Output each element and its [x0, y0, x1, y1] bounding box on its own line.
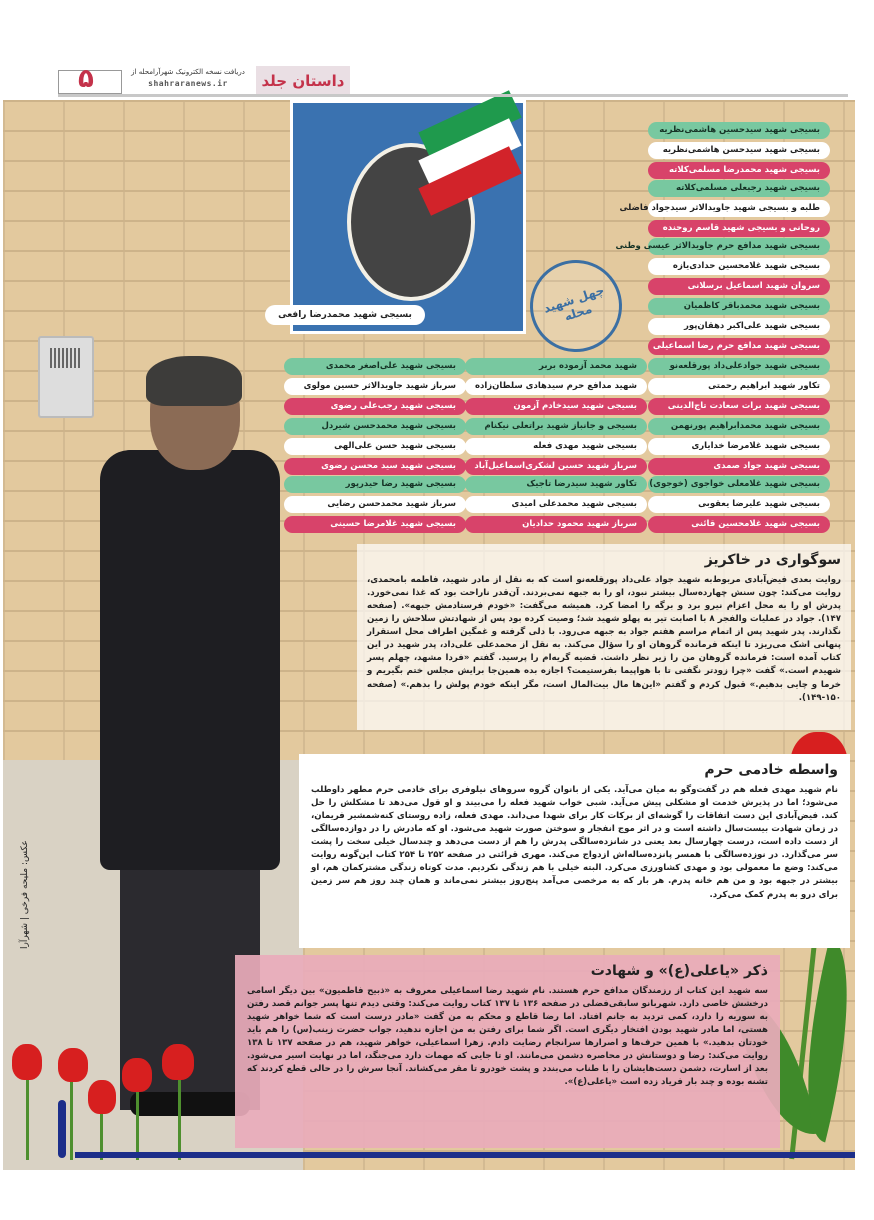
- martyr-name: بسیجی شهید غلامحسین قائنی: [648, 516, 830, 533]
- martyr-name: بسیجی شهید محمدحسن شیردل: [284, 418, 466, 435]
- tulip-stem: [70, 1075, 73, 1160]
- article-ya-ali-martyrdom: [235, 955, 780, 1148]
- martyr-name: بسیجی شهید غلامعلی خواجوی (خوجوی): [648, 476, 830, 493]
- martyr-group: [284, 476, 466, 536]
- article-shrine-servant: [299, 754, 850, 948]
- page-header: [58, 66, 848, 96]
- header-rule: [58, 94, 848, 97]
- martyr-group: [648, 358, 830, 418]
- martyr-name: بسیجی شهید جوادعلی‌داد پورقلعه‌نو: [648, 358, 830, 375]
- martyr-group: [648, 418, 830, 478]
- martyr-name: بسیجی شهید علی‌اصغر محمدی: [284, 358, 466, 375]
- martyr-name: بسیجی شهید غلامرضا حسینی: [284, 516, 466, 533]
- martyr-group: [619, 180, 830, 240]
- decorative-blue-post: [58, 1100, 66, 1158]
- martyr-name: بسیجی شهید محمدباقر کاظمیان: [648, 298, 830, 315]
- martyr-name: بسیجی شهید جواد صمدی: [648, 458, 830, 475]
- tulip-stem: [26, 1070, 29, 1160]
- stamp-text: چهل شهید محله: [541, 282, 606, 324]
- tulip-flower: [122, 1058, 152, 1092]
- martyr-name: سروان شهید اسماعیل برسلانی: [648, 278, 830, 295]
- article-title: سوگواری در خاکریز: [704, 552, 841, 568]
- martyr-name: بسیجی شهید مدافع حرم جاویدالاثر عیسی وطنی: [648, 238, 830, 255]
- martyr-group: [648, 298, 830, 358]
- martyr-group: [284, 418, 466, 478]
- tulip-flower: [12, 1044, 42, 1080]
- martyr-name: سرباز شهید جاویدالاثر حسین مولوی: [284, 378, 466, 395]
- martyr-name: روحانی و بسیجی شهید قاسم روحنده: [648, 220, 830, 237]
- martyr-name: بسیجی شهید سیدحسن هاشمی‌نظریه: [648, 142, 830, 159]
- intercom-panel: [38, 336, 94, 418]
- tulip-flower: [88, 1080, 116, 1114]
- photo-credit: عکس: ملیحه فرخی | شهرآرا: [20, 840, 30, 949]
- martyr-name: بسیجی شهید مدافع حرم رضا اسماعیلی: [648, 338, 830, 355]
- martyr-group: [284, 358, 466, 418]
- martyr-name: تکاور شهید ابراهیم رحمتی: [648, 378, 830, 395]
- martyr-name: بسیجی شهید سیدحسین هاشمی‌نظریه: [648, 122, 830, 139]
- martyr-name: بسیجی شهید سیدخادم آزمون: [465, 398, 647, 415]
- martyr-name: بسیجی شهید علی‌اکبر دهقان‌پور: [648, 318, 830, 335]
- martyr-name: بسیجی شهید غلامرضا خدایاری: [648, 438, 830, 455]
- article-body: سه شهید این کتاب از رزمندگان مدافع حرم هستند. نام شهید رضا اسماعیلی معروف به «ذبیح فاطمیون» بین دیگر اسامی درخشش خاصی دارد. شهربانو سابقی‌فضلی در صفحه ۱۳۶ تا ۱۳۷ کتاب روایت می‌کند: وقتی دیدم تنها پسر جوانم قصد رفتن به سوریه را دارد، کمی تردید به جانم افتاد. اما رضا قاطع و محکم به من گفت «مادر درست است که شما خواهر شهید هستی، اما مادر شهید بودن افتخار دیگری است. اگر شما برای رفتن به من اجازه ندهید، جواب حضرت زینب(س) را هم باید خودتان بدهید.» با همین حرف‌ها و اصرارها سرانجام رضایت دادم. زهرا اسماعیلی، خواهر شهید، هم در صفحه ۱۳۷ تا ۱۳۸ روایت می‌کند: رضا و دوستانش در محاصره دشمن می‌مانند. او تا جایی که مهمات دارد می‌جنگد، اما در نهایت اسیر می‌شود. بعد از اسارت، دشمن دست‌هایشان را با طناب می‌بندد و پشت خودرو تا مقر می‌کشاند. آنجا سرش را در حالی قطع کردند که تشنه بوده و چند بار فریاد زده است «یاعلی(ع)».: [247, 986, 769, 1088]
- article-mourning-in-trench: [357, 544, 851, 730]
- site-promo-text: دریافت نسخه الکترونیک شهرآرامحله از: [131, 68, 245, 76]
- article-title: واسطه خادمی حرم: [704, 762, 838, 778]
- martyr-name: بسیجی شهید محمدعلی امیدی: [465, 496, 647, 513]
- martyr-name: شهید مدافع حرم سیدهادی سلطان‌زاده: [465, 378, 647, 395]
- martyr-group: [648, 122, 830, 182]
- article-body: روایت بعدی فیض‌آبادی مربوط‌به شهید جواد علی‌داد پورقلعه‌نو است که به نقل از مادر شهید، فاطمه بامحمدی، روایت می‌کند: چون سنش چهارده‌سال بیشتر نبود، او را به جبهه نمی‌بردند. آن‌قدر ناراحت بود که غذا نمی‌خورد. پدرش او را به محل اعزام نیرو برد و برگه را امضا کرد. همیشه می‌گفت: «خودم فرستادمش جبهه». (صفحه ۱۴۷). جواد در عملیات والفجر ۸ با اصابت تیر به پهلو شهید شد؛ وصیت کرده بود پس از شهادتش سلاحش را زمین نگذارند. پدر شهید پس از اتمام مراسم هفتم جواد به جبهه می‌رود. با دلی گرفته و غمگین اطراف محل استقرار پنهانی اشک می‌ریزد تا اینکه فرمانده گروهان او را سؤال می‌کند. به نقل از محمدعلی علی‌داد، پدر شهید در این کتاب آمده است: فرمانده گروهان من را زیر نظر داشت. قضیه گریه‌ام را پرسید. گفتم «فردا مشهد، چهلم پسر شهیدم است.» گفت «چرا زودتر نگفتی تا با هواپیما بفرستیمت؟ اجازه بده همین‌جا برایش مجلس ختم بگیریم و خرما و چایی بدهیم.» قبول کردم و گفتم «این‌ها مال بیت‌المال است، مگر اینکه خودم پولش را بدهم.» (صفحه ۱۵۰-۱۴۹).: [367, 575, 841, 703]
- martyr-name: تکاور شهید سیدرضا تاجیک: [465, 476, 647, 493]
- martyr-name: طلبه و بسیجی شهید جاویدالاثر سیدجواد فاضلی: [648, 200, 830, 217]
- tulip-stem: [136, 1085, 139, 1160]
- martyr-name: بسیجی شهید غلامحسین حدادی‌یازه: [648, 258, 830, 275]
- martyr-name: بسیجی شهید محمدرضا مسلمی‌کلاته: [648, 162, 830, 179]
- martyr-group: [465, 476, 647, 536]
- martyr-group: [615, 238, 830, 298]
- tulip-flower: [162, 1044, 194, 1080]
- martyr-name: بسیجی شهید رجبعلی مسلمی‌کلاته: [648, 180, 830, 197]
- martyr-name: بسیجی شهید سید محسن رضوی: [284, 458, 466, 475]
- martyr-name: بسیجی شهید حسن علی‌الهی: [284, 438, 466, 455]
- martyr-name: سرباز شهید محمدحسن رضایی: [284, 496, 466, 513]
- martyr-name: شهید محمد آزموده بربر: [465, 358, 647, 375]
- portrait-caption: بسیجی شهید محمدرضا رافعی: [265, 305, 425, 325]
- article-title: ذکر «یاعلی(ع)» و شهادت: [590, 963, 768, 979]
- martyr-name: بسیجی شهید علیرضا یعقوبی: [648, 496, 830, 513]
- martyr-name: بسیجی و جانباز شهید براتعلی نیکنام: [465, 418, 647, 435]
- page-number: ۵: [78, 64, 94, 94]
- tulip-flower: [58, 1048, 88, 1082]
- martyr-name: سرباز شهید حسین لشکری‌اسماعیل‌آباد: [465, 458, 647, 475]
- section-label: [256, 66, 350, 96]
- martyr-name: بسیجی شهید رضا حیدرپور: [284, 476, 466, 493]
- martyr-group: [648, 476, 830, 536]
- site-url: shahraranews.ir: [148, 79, 228, 88]
- tulip-stem: [178, 1070, 181, 1160]
- article-body: نام شهید مهدی فعله هم در گفت‌وگو به میان می‌آید. یکی از بانوان گروه سروهای نیلوفری برای خادمی حرم مطهر داوطلب می‌شود؛ اما در پذیرش خدمت او مشکلی پیش می‌آید. شبی خواب شهید فعله را می‌بیند و او قول می‌دهد تا مشکلش را حل کند. فیض‌آبادی این دست اتفاقات را گوشه‌ای از برکات کار برای شهدا می‌داند. مهدی فعله، زاده روستای کنه‌شمشیر فریمان، در زمان شهادت بیست‌سال داشته است و در اثر موج انفجار و سوختن صورت شهید می‌شود. او که مادرش را در دوازده‌سالگی از دست داده است، درست چهارسال بعد یعنی در شانزده‌سالگی پدرش را هم از دست می‌دهد و چندسال خیلی سخت را پشت سر می‌گذارد. در نوزده‌سالگی با همسر پانزده‌ساله‌اش ازدواج می‌کند. مهری قرائتی در صفحه ۲۵۲ تا ۲۵۴ کتاب این‌گونه روایت می‌کند: وضع ما معمولی بود و مهدی کشاورزی می‌کرد. البته خیلی با هم زندگی نکردیم. مدت کوتاه زندگی مشترکمان هم، او بیشتر در جبهه بود و من هم خانه پدرم. هر بار که به مرخصی می‌آمد پنج‌روز بیشتر نمی‌ماند و همان چند روز هم سر زمین برای درو به پدرم کمک می‌کرد.: [311, 785, 839, 900]
- bottom-blue-rule: [75, 1152, 855, 1158]
- martyr-name: بسیجی شهید برات سعادت تاج‌الدینی: [648, 398, 830, 415]
- martyr-name: بسیجی شهید مهدی فعله: [465, 438, 647, 455]
- martyr-name: بسیجی شهید رجب‌علی رضوی: [284, 398, 466, 415]
- martyr-name: سرباز شهید محمود حدادیان: [465, 516, 647, 533]
- martyr-name: بسیجی شهید محمدابراهیم پورنهمن: [648, 418, 830, 435]
- section-title: داستان جلد: [261, 72, 345, 90]
- martyr-group: [465, 418, 647, 478]
- martyr-group: [465, 358, 647, 418]
